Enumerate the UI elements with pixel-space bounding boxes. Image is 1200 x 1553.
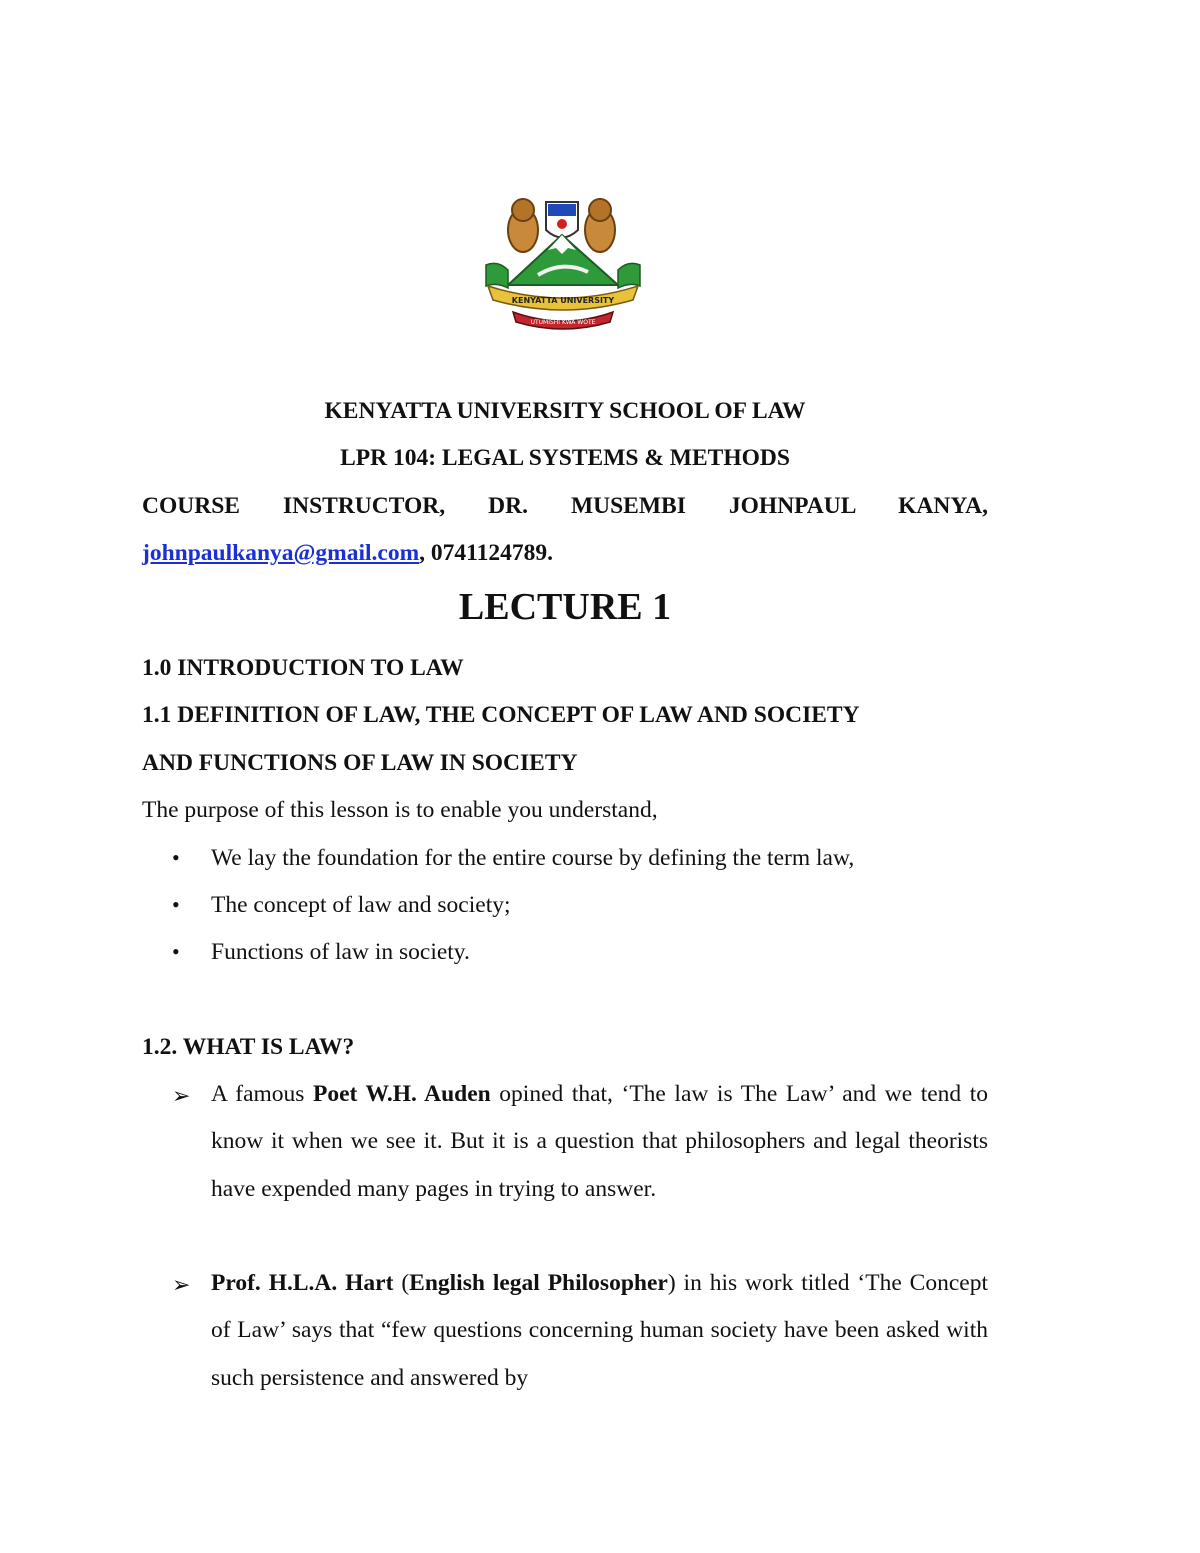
- course-instructor: COURSE INSTRUCTOR, DR. MUSEMBI JOHNPAUL KANYA,: [142, 493, 988, 519]
- bullet-text: The concept of law and society;: [211, 892, 511, 918]
- lecture-title: LECTURE 1: [458, 586, 672, 628]
- arrow-bullet-icon: ➢: [172, 1083, 191, 1108]
- bullet-text: Functions of law in society.: [211, 939, 470, 965]
- purpose-statement: The purpose of this lesson is to enable you understand,: [142, 797, 658, 823]
- instructor-email-link[interactable]: johnpaulkanya@gmail.com: [142, 540, 420, 566]
- bullet-icon: •: [172, 892, 180, 917]
- university-crest-logo: [478, 190, 648, 335]
- section-1-1-heading-line2: AND FUNCTIONS OF LAW IN SOCIETY: [142, 750, 578, 776]
- course-code-title: LPR 104: LEGAL SYSTEMS & METHODS: [340, 445, 790, 471]
- bullet-icon: •: [172, 939, 180, 964]
- hart-paragraph: Prof. H.L.A. Hart (English legal Philosopher) in his work titled ‘The Concept of Law’ says that “few questions concerning human society have been asked with such persistence and answered by: [211, 1270, 988, 1391]
- arrow-bullet-icon: ➢: [172, 1272, 191, 1297]
- section-1-2-heading: 1.2. WHAT IS LAW?: [142, 1034, 355, 1060]
- section-1-1-heading-line1: 1.1 DEFINITION OF LAW, THE CONCEPT OF LAW AND SOCIETY: [142, 702, 860, 728]
- instructor-phone: , 0741124789.: [419, 540, 553, 566]
- institution-name: KENYATTA UNIVERSITY SCHOOL OF LAW: [324, 398, 806, 424]
- section-1-0-heading: 1.0 INTRODUCTION TO LAW: [142, 655, 464, 681]
- logo-motto-text: UTUMISHI KWA WOTE: [530, 319, 596, 326]
- bullet-text: We lay the foundation for the entire course by defining the term law,: [211, 845, 855, 871]
- auden-paragraph: A famous Poet W.H. Auden opined that, ‘The law is The Law’ and we tend to know it when we see it. But it is a question that philosophers and legal theorists have expended many pages in trying to answer.: [211, 1081, 988, 1202]
- bullet-icon: •: [172, 845, 180, 870]
- logo-banner-text: KENYATTA UNIVERSITY: [511, 296, 615, 305]
- contact-line: [142, 540, 988, 567]
